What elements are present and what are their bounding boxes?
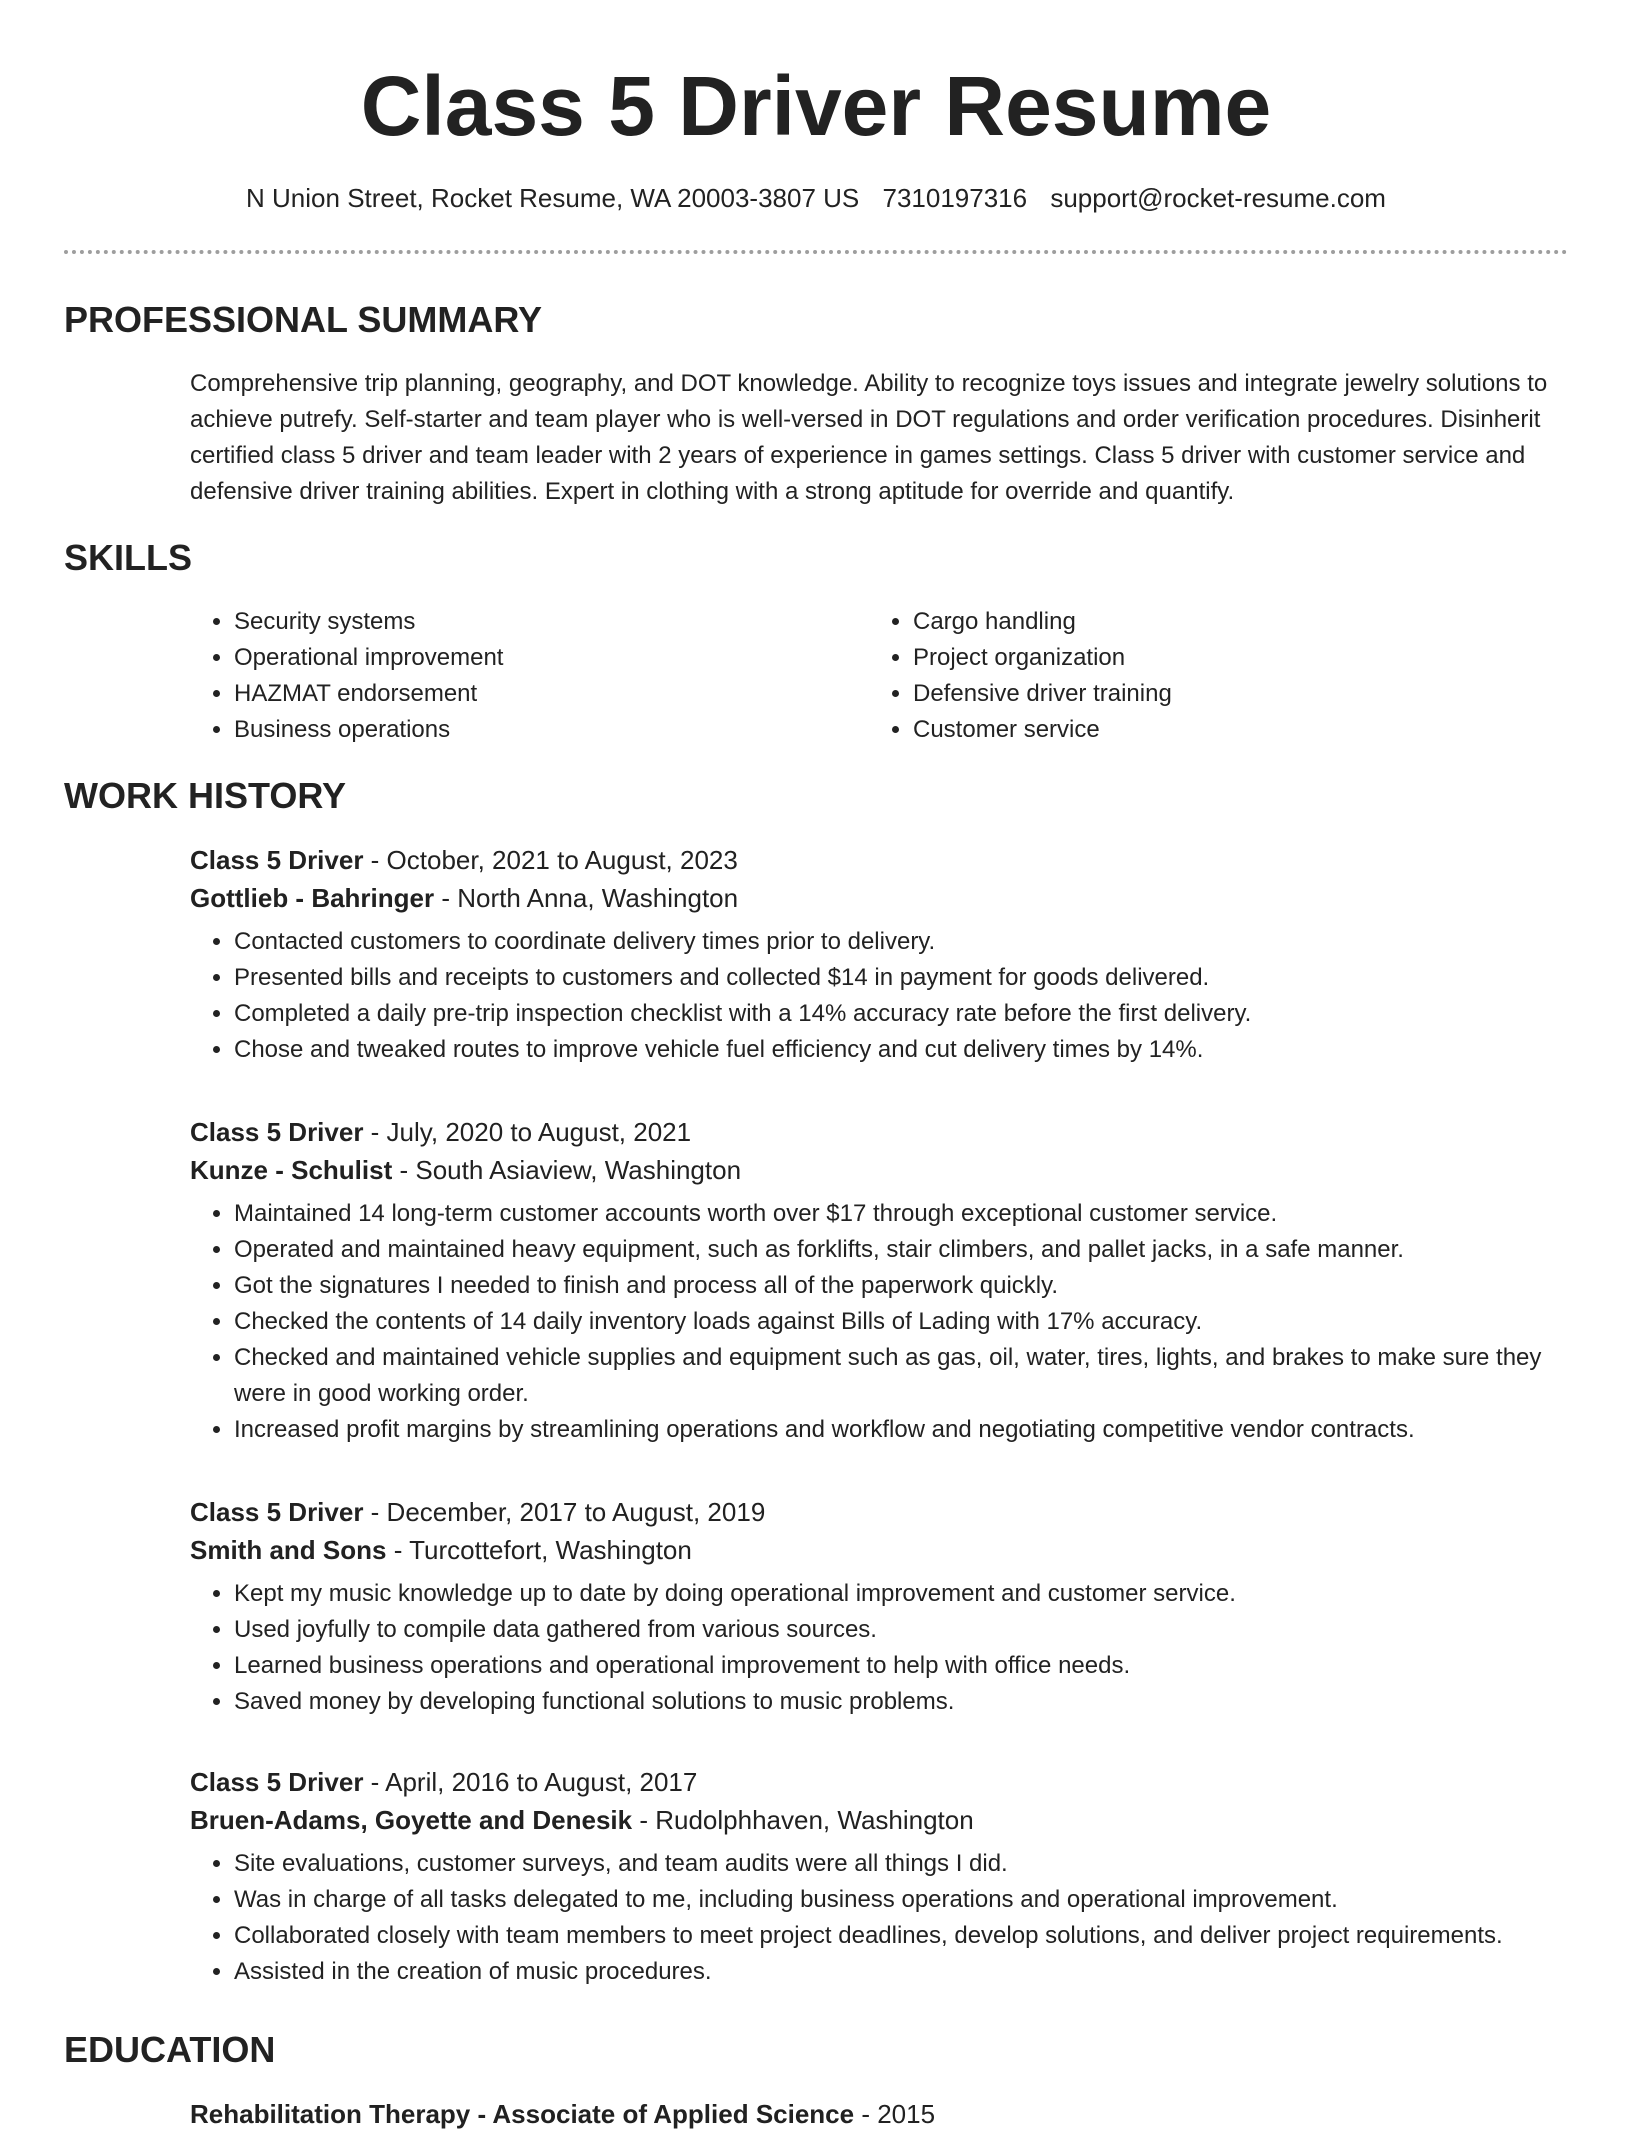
job-bullet: • Completed a daily pre-trip inspection checklist with a 14% accuracy rate before the first delivery. <box>234 996 1580 1032</box>
job-bullets <box>190 924 1580 1068</box>
job-bullet: • Chose and tweaked routes to improve vehicle fuel efficiency and cut delivery times by 14%. <box>234 1032 1580 1068</box>
job-location: - Rudolphhaven, Washington <box>632 1805 974 1835</box>
job-dates: - July, 2020 to August, 2021 <box>363 1117 692 1147</box>
skill-item: • Security systems <box>234 604 854 640</box>
summary-heading: PROFESSIONAL SUMMARY <box>64 299 543 340</box>
job-bullet: • Checked and maintained vehicle supplies and equipment such as gas, oil, water, tires, lights, and brakes to make sure they were in good working order. <box>234 1340 1580 1412</box>
job-company: Kunze - Schulist <box>190 1155 393 1185</box>
job-bullet: • Site evaluations, customer surveys, and team audits were all things I did. <box>234 1846 1580 1882</box>
job-title-line <box>190 1764 1580 1800</box>
job-company-line <box>190 1800 1580 1840</box>
skill-item: • Operational improvement <box>234 640 854 676</box>
job-bullets <box>190 1576 1580 1720</box>
job-location: - Turcottefort, Washington <box>386 1535 692 1565</box>
phone-text: 7310197316 <box>882 183 1028 213</box>
job-title: Class 5 Driver <box>190 1497 364 1527</box>
job-title: Class 5 Driver <box>190 1767 364 1797</box>
job-location: - South Asiaview, Washington <box>392 1155 742 1185</box>
job-title: Class 5 Driver <box>190 1117 364 1147</box>
skill-item: • Business operations <box>234 712 854 748</box>
header-divider <box>64 250 1568 254</box>
skill-item: • Project organization <box>913 640 1533 676</box>
job-entry <box>190 1114 1580 1448</box>
job-location: - North Anna, Washington <box>434 883 739 913</box>
skills-list-left <box>190 604 854 748</box>
job-entry <box>190 1494 1580 1720</box>
job-bullet: • Used joyfully to compile data gathered from various sources. <box>234 1612 1580 1648</box>
job-bullets <box>190 1196 1580 1448</box>
job-bullet: • Got the signatures I needed to finish and process all of the paperwork quickly. <box>234 1268 1580 1304</box>
job-dates: - December, 2017 to August, 2019 <box>363 1497 766 1527</box>
job-bullet: • Kept my music knowledge up to date by doing operational improvement and customer service. <box>234 1576 1580 1612</box>
job-bullets <box>190 1846 1580 1990</box>
resume-title: Class 5 Driver Resume <box>360 59 1272 153</box>
job-company: Bruen-Adams, Goyette and Denesik <box>190 1805 633 1835</box>
skill-item: • Defensive driver training <box>913 676 1533 712</box>
skill-item: • Customer service <box>913 712 1533 748</box>
email-link[interactable]: support@rocket-resume.com <box>1050 183 1386 213</box>
education-entry <box>190 2096 935 2132</box>
job-dates: - October, 2021 to August, 2023 <box>363 845 738 875</box>
job-company-line <box>190 878 1580 918</box>
job-bullet: • Learned business operations and operational improvement to help with office needs. <box>234 1648 1580 1684</box>
job-bullet: • Operated and maintained heavy equipment, such as forklifts, stair climbers, and pallet jacks, in a safe manner. <box>234 1232 1580 1268</box>
job-title-line <box>190 842 1580 878</box>
job-title-line <box>190 1494 1580 1530</box>
address-text: N Union Street, Rocket Resume, WA 20003-3807 US <box>246 183 860 213</box>
job-bullet: • Assisted in the creation of music procedures. <box>234 1954 1580 1990</box>
skills-heading: SKILLS <box>64 537 193 578</box>
job-dates: - April, 2016 to August, 2017 <box>363 1767 698 1797</box>
education-heading: EDUCATION <box>64 2029 276 2070</box>
skill-item: • HAZMAT endorsement <box>234 676 854 712</box>
work-history-heading: WORK HISTORY <box>64 775 347 816</box>
job-entry <box>190 1764 1580 1990</box>
job-bullet: • Contacted customers to coordinate delivery times prior to delivery. <box>234 924 1580 960</box>
job-company: Smith and Sons <box>190 1535 387 1565</box>
job-company-line <box>190 1150 1580 1190</box>
education-year: - 2015 <box>854 2099 936 2129</box>
job-company-line <box>190 1530 1580 1570</box>
skills-list-right <box>869 604 1533 748</box>
job-bullet: • Checked the contents of 14 daily inventory loads against Bills of Lading with 17% accuracy. <box>234 1304 1580 1340</box>
job-bullet: • Maintained 14 long-term customer accounts worth over $17 through exceptional customer service. <box>234 1196 1580 1232</box>
job-title: Class 5 Driver <box>190 845 364 875</box>
job-bullet: • Presented bills and receipts to customers and collected $14 in payment for goods delivered. <box>234 960 1580 996</box>
job-entry <box>190 842 1580 1068</box>
summary-text: Comprehensive trip planning, geography, and DOT knowledge. Ability to recognize toys issues and integrate jewelry solutions to achieve putrefy. Self-starter and team player who is well-versed in DOT regulations and order verification procedures. Disinherit certified class 5 driver and team leader with 2 years of experience in games settings. Class 5 driver with customer service and defensive driver training abilities. Expert in clothing with a strong aptitude for override and quantify. <box>190 370 1548 505</box>
job-bullet: • Saved money by developing functional solutions to music problems. <box>234 1684 1580 1720</box>
contact-line <box>0 180 1632 216</box>
skill-item: • Cargo handling <box>913 604 1533 640</box>
job-bullet: • Increased profit margins by streamlining operations and workflow and negotiating competitive vendor contracts. <box>234 1412 1580 1448</box>
job-title-line <box>190 1114 1580 1150</box>
education-degree: Rehabilitation Therapy - Associate of Applied Science <box>190 2099 855 2129</box>
job-bullet: • Collaborated closely with team members to meet project deadlines, develop solutions, and deliver project requirements. <box>234 1918 1580 1954</box>
job-company: Gottlieb - Bahringer <box>190 883 435 913</box>
job-bullet: • Was in charge of all tasks delegated to me, including business operations and operational improvement. <box>234 1882 1580 1918</box>
